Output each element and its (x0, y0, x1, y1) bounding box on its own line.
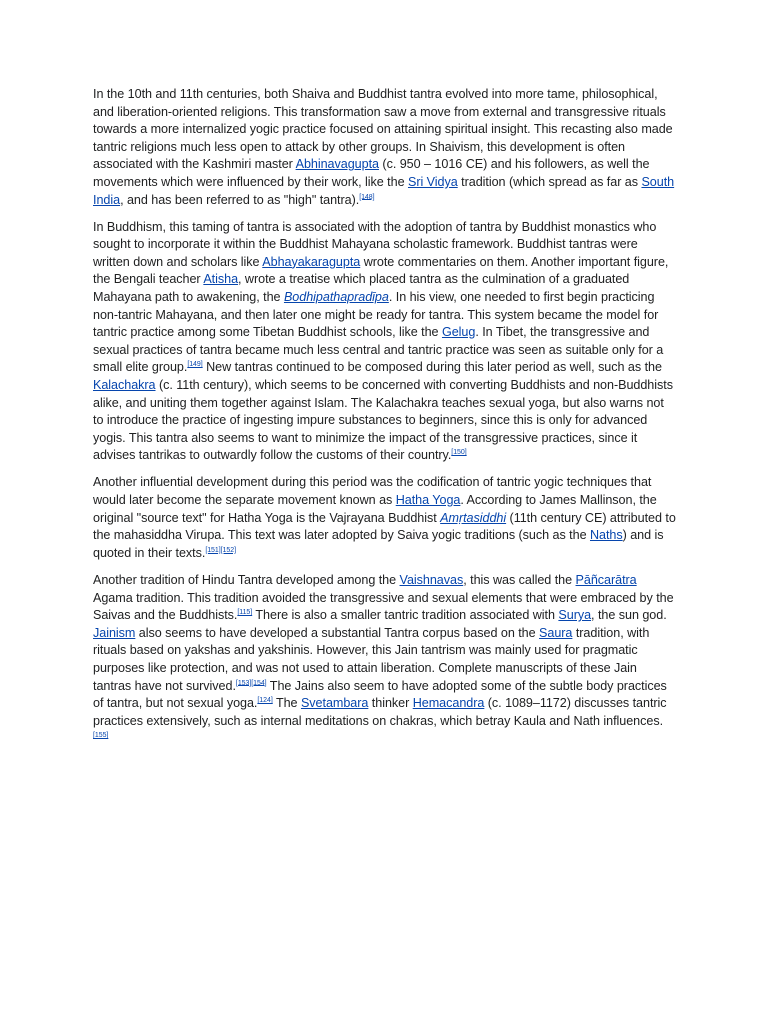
paragraph-p4 (93, 572, 677, 748)
paragraph-text: , this was called the (463, 572, 576, 587)
link-amrtasiddhi[interactable]: Amṛtasiddhi (440, 510, 507, 525)
citation-ref-148 (359, 193, 374, 200)
paragraph-text: The Jains also seem to have adopted some of the subtle body practices of tantra, but not sexual yoga. (93, 678, 667, 711)
paragraph-text: , and has been referred to as "high" tantra). (120, 192, 360, 207)
citation-ref-153 (236, 679, 251, 686)
paragraph-text: wrote commentaries on them. Another important figure, the Bengali teacher (93, 254, 669, 287)
paragraph-text: In Buddhism, this taming of tantra is associated with the adoption of tantra by Buddhist monastics who sought to incorporate it within the Buddhist Mahayana scholastic framework. Buddhist tantras were written down and scholars like (93, 219, 657, 269)
paragraph-text: Agama tradition. This tradition avoided the transgressive and sexual elements that were embraced by the Saivas and the Buddhists. (93, 590, 674, 623)
paragraph-text: New tantras continued to be composed during this later period as well, such as the (202, 360, 662, 375)
paragraph-p2 (93, 219, 677, 465)
link-kalachakra[interactable]: Kalachakra (93, 378, 156, 392)
link-pancaratra[interactable]: Pāñcarātra (575, 572, 637, 587)
link-abhinavagupta[interactable]: Abhinavagupta (295, 157, 379, 172)
citation-ref-149 (187, 361, 202, 368)
link-naths[interactable]: Naths (589, 528, 623, 543)
paragraph-text: . In Tibet, the transgressive and sexual practices of tantra became much less central and tantric practice was seen as suitable only for a small elite group. (93, 325, 664, 375)
citation-ref-155 (93, 732, 108, 739)
citation-ref-115 (237, 609, 252, 616)
paragraph-text: Another tradition of Hindu Tantra developed among the (93, 572, 400, 587)
citation-ref-152 (221, 547, 236, 554)
paragraph-text: Another influential development during this period was the codification of tantric yogic techniques that would later become the separate movement known as (93, 475, 652, 508)
link-vaishnavas[interactable]: Vaishnavas (399, 572, 464, 587)
paragraph-text: In the 10th and 11th centuries, both Shaiva and Buddhist tantra evolved into more tame, philosophical, and liberation-oriented religions. This transformation saw a move from external and transgressive rituals towards a more internalized yogic practice focused on attaining spiritual insight. This recasting also made tantric religions much less open to attack by other groups. In Shaivism, this development is often associated with the Kashmiri master (93, 87, 673, 172)
ref-115-link[interactable]: [115] (237, 608, 253, 616)
paragraph-text: ) and is quoted in their texts. (93, 528, 664, 560)
link-hemacandra[interactable]: Hemacandra (412, 696, 485, 711)
ref-148-link[interactable]: [148] (359, 193, 375, 201)
paragraph-text: (11th century CE) attributed to the mahasiddha Virupa. This text was later adopted by Saiva yogic traditions (such as the (93, 510, 676, 543)
link-saura[interactable]: Saura (539, 625, 573, 640)
paragraph-text: tradition, with rituals based on yakshas and yakshinis. However, this Jain tantrism was mainly used for pragmatic purposes like protection, and was not used to attain liberation. Complete manuscripts of these Jain tantras have not survived. (93, 625, 650, 693)
link-svetambara[interactable]: Svetambara (300, 696, 369, 711)
citation-ref-154 (251, 679, 266, 686)
link-jainism[interactable]: Jainism (93, 625, 136, 640)
link-gelug[interactable]: Gelug (441, 325, 476, 340)
paragraph-text: , wrote a treatise which placed tantra as the culmination of a graduated Mahayana path to awakening, the (93, 272, 630, 305)
link-hatha-yoga[interactable]: Hatha Yoga (395, 493, 461, 508)
paragraph-text: There is also a smaller tantric tradition associated with (252, 608, 559, 623)
ref-150-link[interactable]: [150] (451, 449, 467, 457)
article-body (93, 86, 677, 757)
citation-ref-151 (205, 547, 220, 554)
ref-151-link[interactable]: [151] (205, 546, 221, 554)
paragraph-text: tradition (which spread as far as (457, 174, 642, 189)
paragraph-p3 (93, 474, 677, 562)
paragraph-text: . In his view, one needed to first begin practicing non-tantric Mahayana, and then later one might be ready for tantra. This system became the model for tantric practice among some Tibetan Buddhist schools, like the (93, 290, 659, 340)
paragraph-text: (c. 11th century), which seems to be concerned with converting Buddhists and non-Buddhists alike, and uniting them together against Islam. The Kalachakra teaches sexual yoga, but also warns not to introduce the practice of ingesting impure substances to beginners, since this is only for advanced yogis. This tantra also seems to want to minimize the impact of the transgressive practices, since it advises tantrikas to outwardly follow the customs of their country. (93, 378, 673, 463)
citation-ref-124 (257, 697, 272, 704)
link-abhayakaragupta[interactable]: Abhayakaragupta (262, 254, 361, 269)
paragraph-p1 (93, 86, 677, 209)
link-sri-vidya[interactable]: Sri Vidya (407, 174, 458, 189)
ref-153-link[interactable]: [153] (235, 679, 252, 687)
link-surya[interactable]: Surya (558, 608, 592, 623)
paragraph-text: also seems to have developed a substantial Tantra corpus based on the (135, 625, 540, 640)
paragraph-text: , the sun god. (591, 608, 667, 623)
paragraph-text: The (272, 696, 301, 711)
citation-ref-150 (451, 449, 466, 456)
paragraph-text: (c. 950 – 1016 CE) and his followers, as well the movements which were influenced by their work, like the (93, 157, 650, 189)
paragraph-text: thinker (368, 696, 413, 711)
ref-152-link[interactable]: [152] (220, 546, 236, 554)
link-atisha[interactable]: Atisha (203, 272, 239, 287)
ref-154-link[interactable]: [154] (251, 679, 267, 687)
link-south-india[interactable]: South India (93, 174, 675, 207)
ref-149-link[interactable]: [149] (187, 361, 203, 369)
paragraph-text: (c. 1089–1172) discusses tantric practices extensively, such as internal meditations on chakras, which betray Kaula and Nath influences. (93, 696, 667, 728)
paragraph-text: . According to James Mallinson, the original "source text" for Hatha Yoga is the Vajrayana Buddhist (93, 493, 657, 525)
ref-124-link[interactable]: [124] (257, 696, 273, 704)
ref-155-link[interactable]: [155] (93, 732, 109, 740)
link-bodhipathapradipa[interactable]: Bodhipathapradīpa (283, 290, 389, 305)
